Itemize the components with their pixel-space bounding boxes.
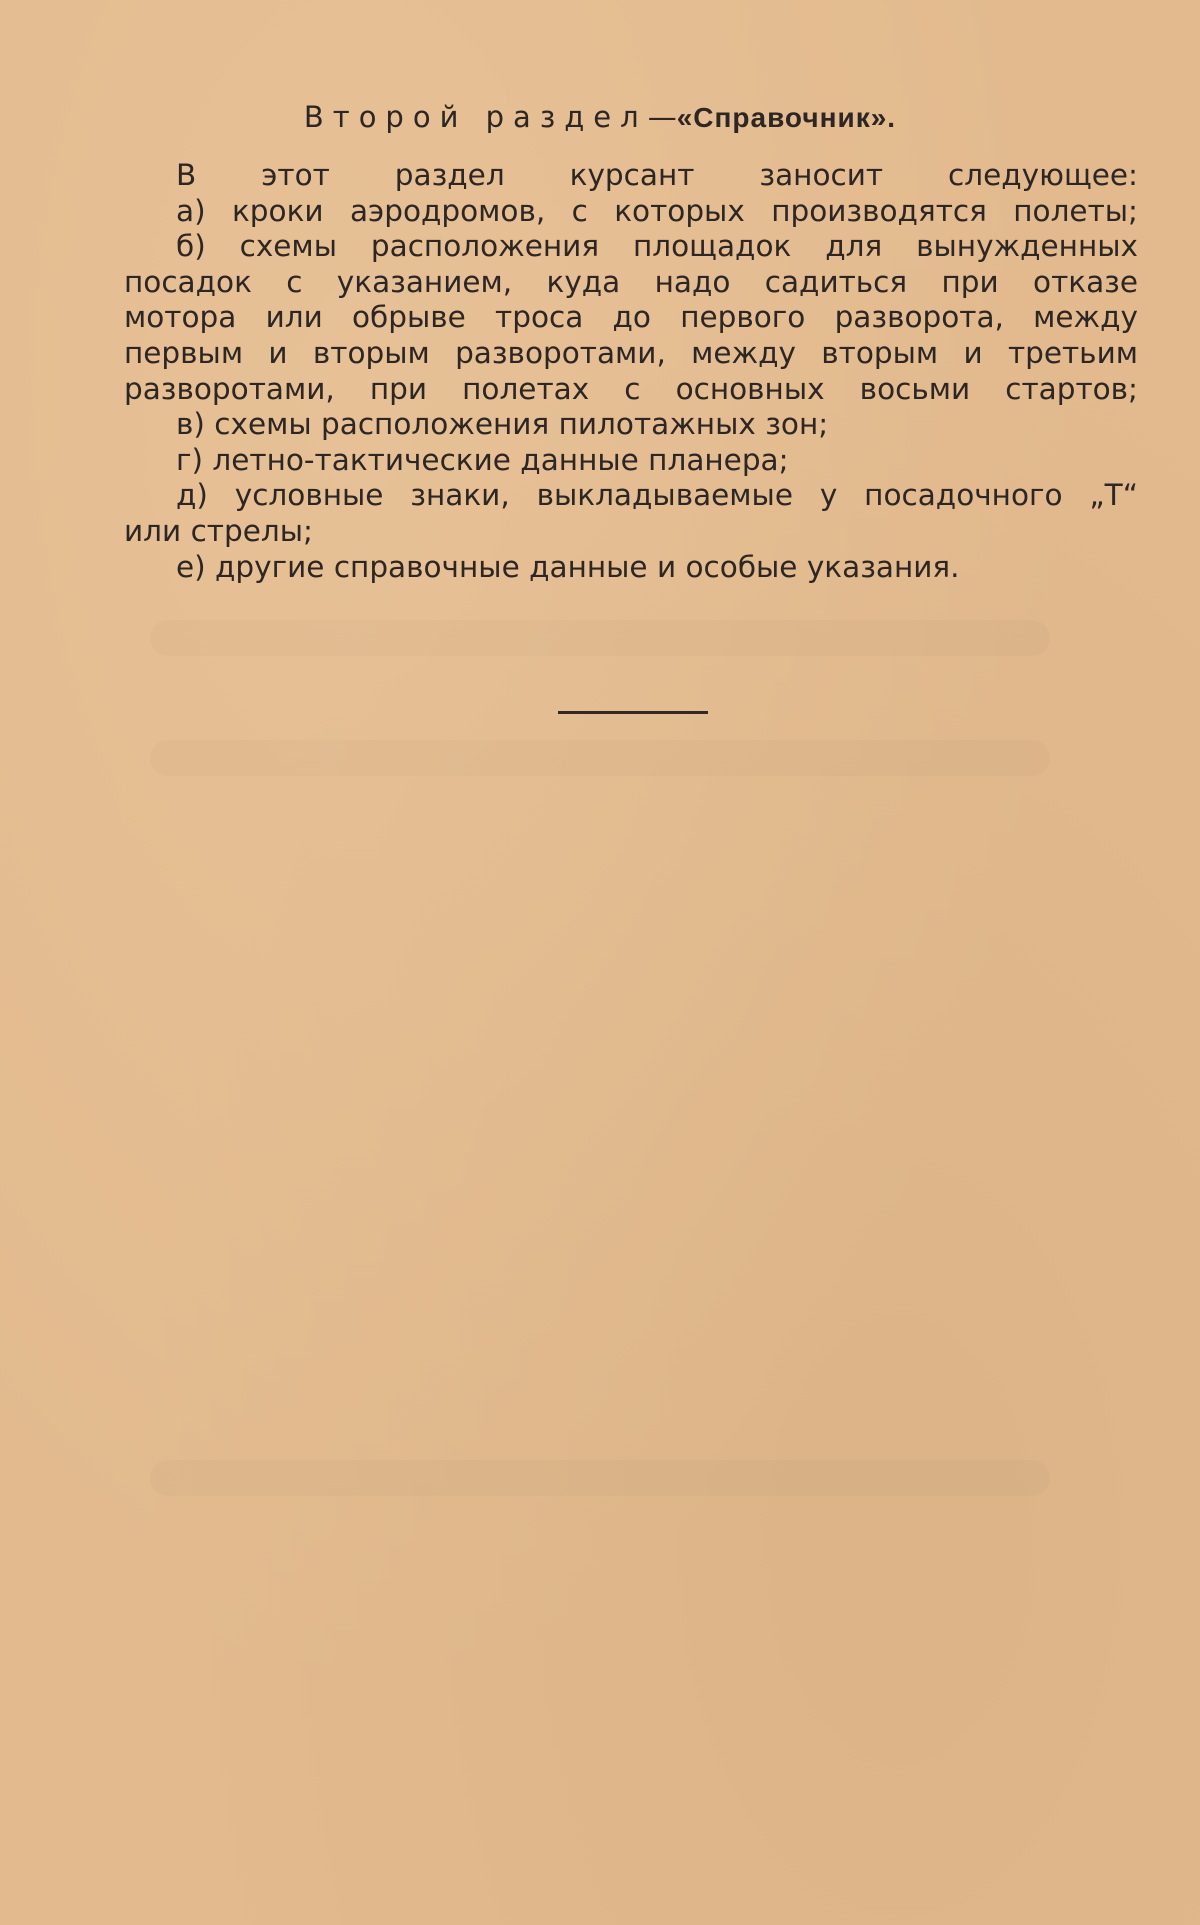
intro-line: В этот раздел курсант заносит следующее: xyxy=(176,158,1138,192)
section-label: Второй раздел xyxy=(303,100,648,134)
list-item-b-continued: посадок с указанием, куда надо садиться при отказе xyxy=(124,264,1138,299)
list-item-d-continued: или стрелы; xyxy=(124,513,313,548)
separator-rule xyxy=(558,711,708,714)
list-item-e: е) другие справочные данные и особые указания. xyxy=(176,549,960,584)
section-body xyxy=(124,158,1138,585)
show-through-shadow xyxy=(150,620,1050,656)
list-item-a: а) кроки аэродромов, с которых производятся полеты; xyxy=(176,193,1138,228)
list-item-b: б) схемы расположения площадок для вынужденных xyxy=(176,229,1138,264)
show-through-shadow xyxy=(150,1460,1050,1496)
list-item-b-continued: первым и вторым разворотами, между вторым и третьим xyxy=(124,335,1138,370)
heading-dash: — xyxy=(647,100,677,134)
list-item-g: г) летно-тактические данные планера; xyxy=(176,442,789,477)
list-item-d: д) условные знаки, выкладываемые у посадочного „Т“ xyxy=(176,478,1138,513)
section-heading xyxy=(0,100,1200,134)
show-through-shadow xyxy=(150,740,1050,776)
list-item-b-continued: разворотами, при полетах с основных восьми стартов; xyxy=(124,371,1138,406)
section-title: «Справочник». xyxy=(676,102,897,133)
list-item-b-continued: мотора или обрыве троса до первого разворота, между xyxy=(124,300,1138,335)
list-item-v: в) схемы расположения пилотажных зон; xyxy=(176,407,829,442)
